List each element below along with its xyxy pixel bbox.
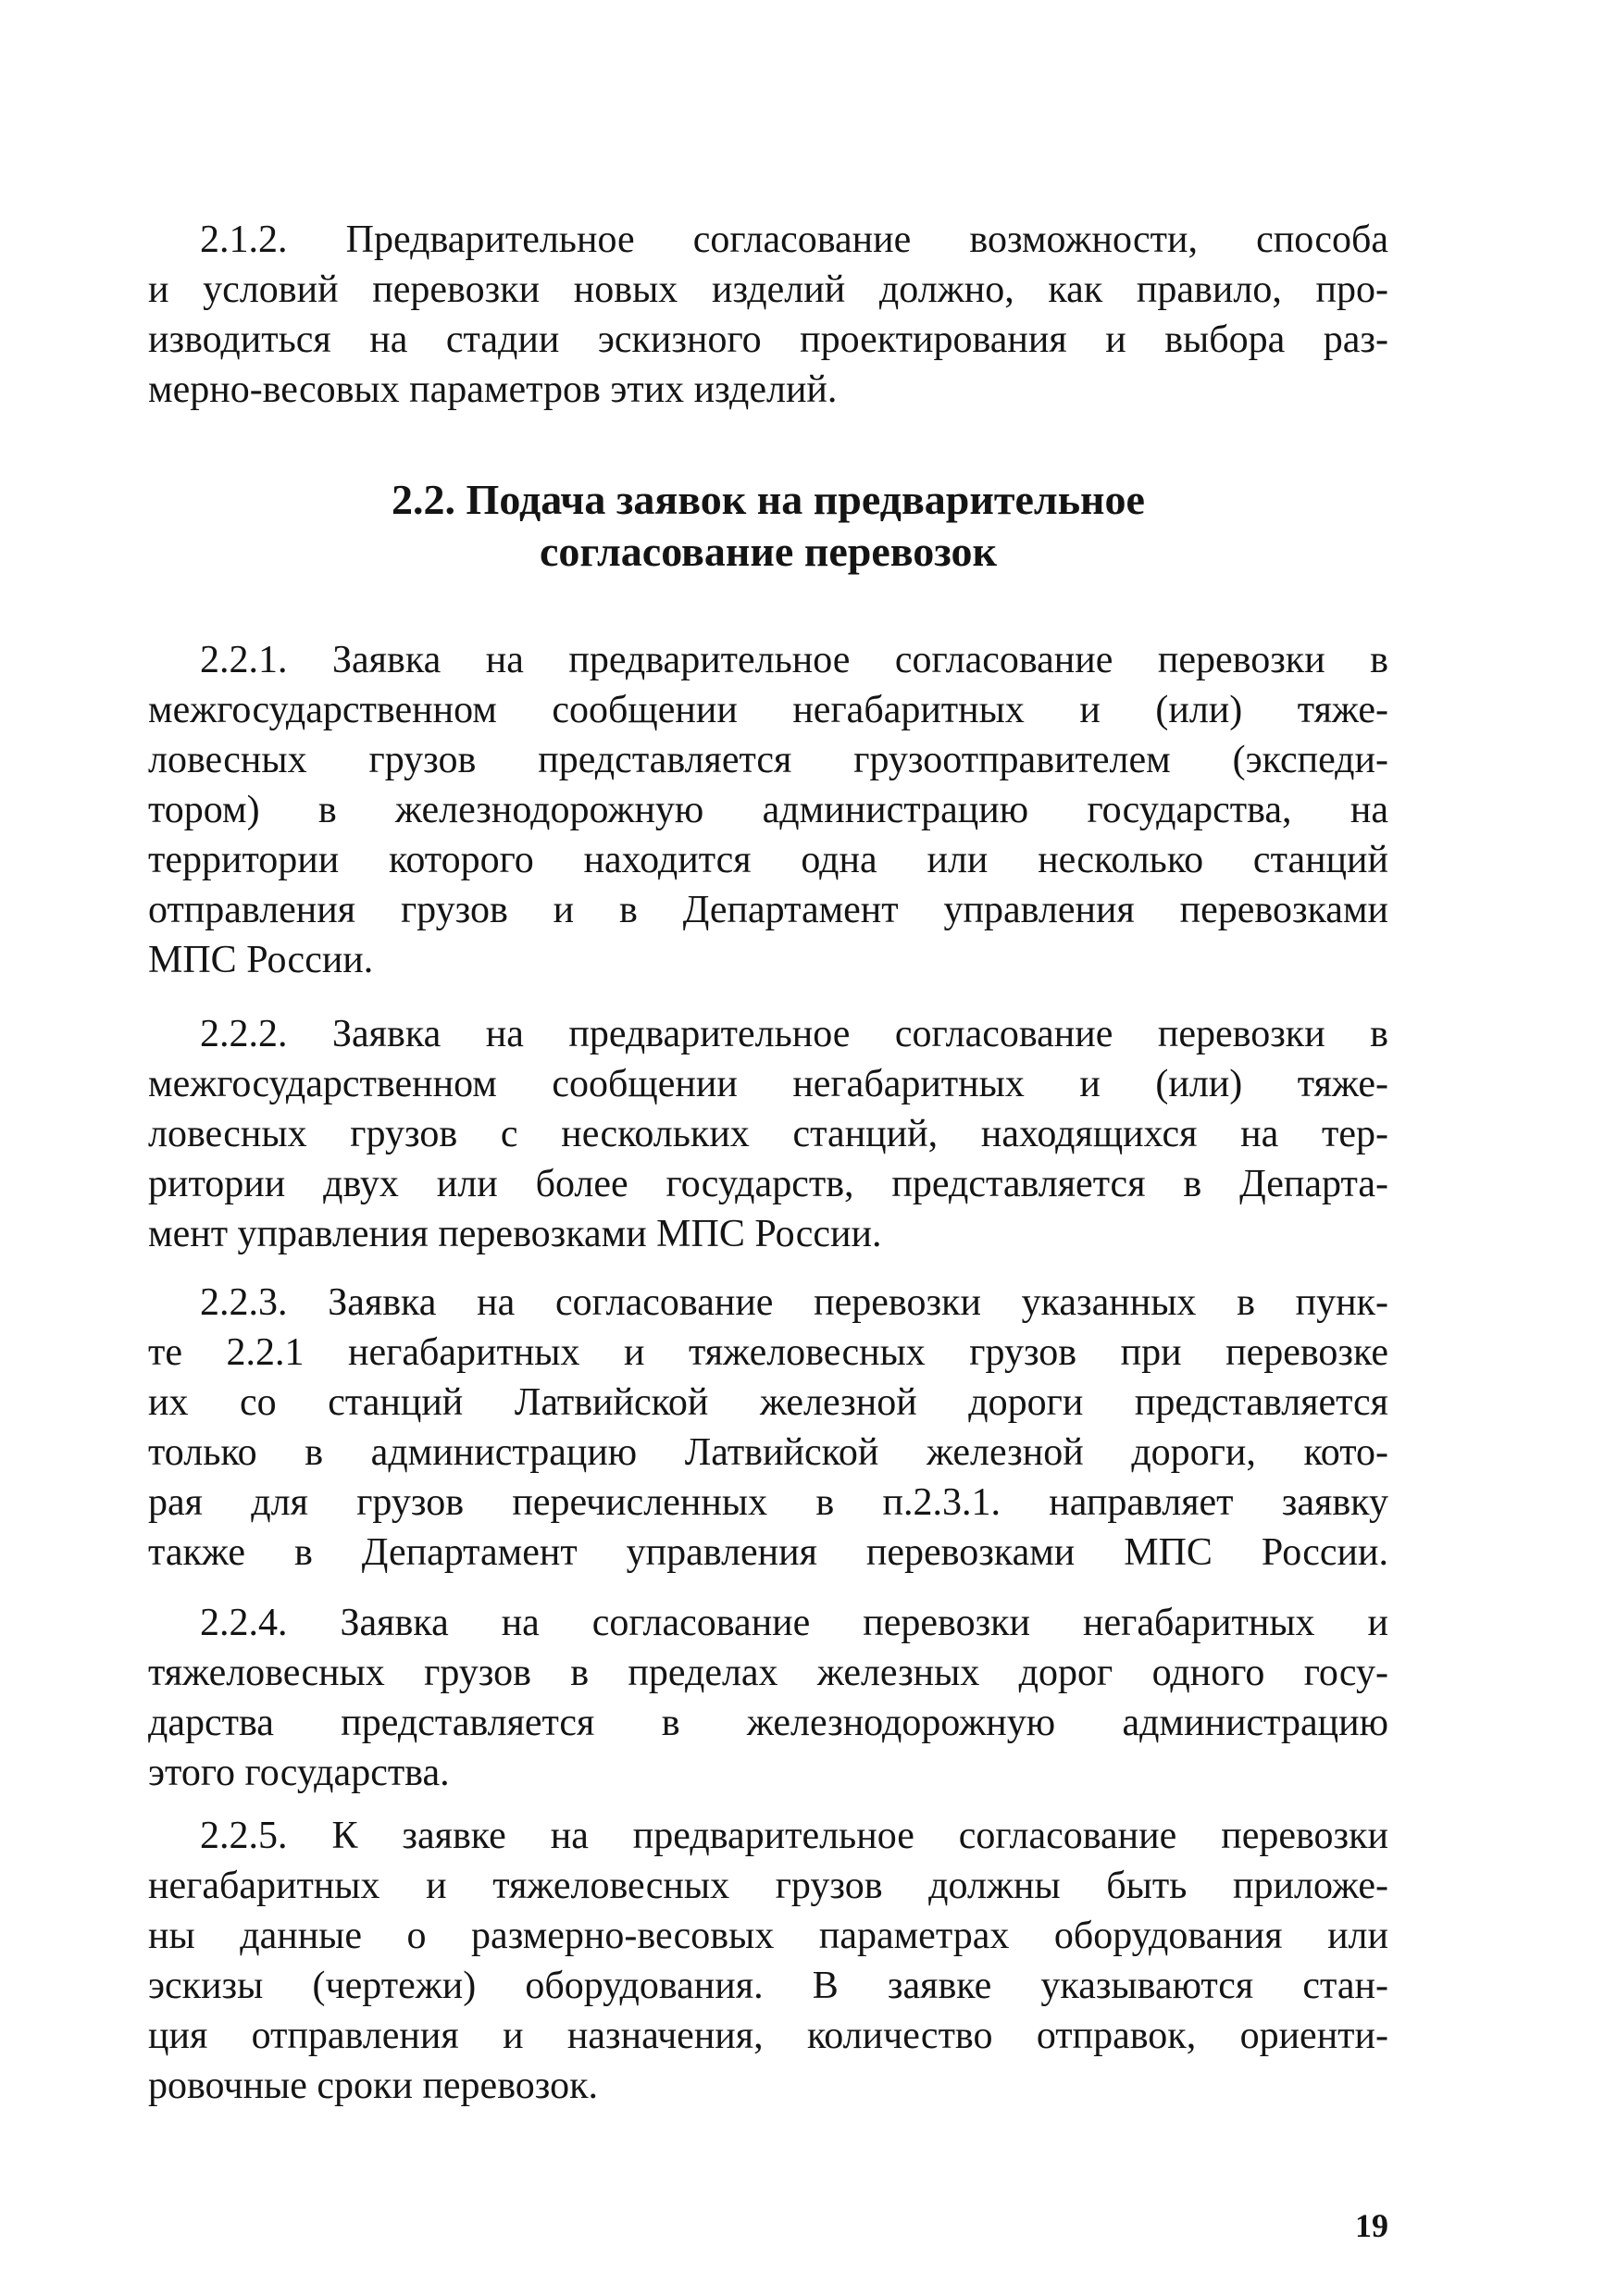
text-line: 2.2.5. К заявке на предварительное согласование перевозки [200,1815,1388,1857]
text-line: ровочные сроки перевозок. [148,2065,598,2107]
section-heading [148,474,1388,578]
text-line: мент управления перевозками МПС России. [148,1213,882,1255]
text-line: этого государства. [148,1752,450,1794]
text-line: 2.2.2. Заявка на предварительное согласование перевозки в [200,1013,1388,1055]
text-line: ловесных грузов представляется грузоотправителем (экспеди- [148,739,1388,781]
text-line: негабаритных и тяжеловесных грузов должны быть приложе- [148,1865,1388,1907]
text-line: ловесных грузов с нескольких станций, находящихся на тер- [148,1113,1388,1155]
paragraph-2-2-4 [148,1598,1388,1798]
text-line: только в администрацию Латвийской железной дороги, кото- [148,1431,1388,1474]
text-line: 2.2.3. Заявка на согласование перевозки указанных в пунк- [200,1281,1388,1324]
text-line: МПС России. [148,939,374,981]
text-line: ция отправления и назначения, количество отправок, ориенти- [148,2015,1388,2057]
text-line: дарства представляется в железнодорожную администрацию [148,1702,1388,1744]
text-line: изводиться на стадии эскизного проектирования и выбора раз- [148,318,1388,361]
text-line: 2.2.4. Заявка на согласование перевозки негабаритных и [200,1602,1388,1644]
text-line: ны данные о размерно-весовых параметрах оборудования или [148,1915,1388,1957]
text-line: тяжеловесных грузов в пределах железных дорог одного госу- [148,1652,1388,1694]
paragraph-2-1-2 [148,215,1388,415]
text-line: межгосударственном сообщении негабаритных и (или) тяже- [148,689,1388,731]
text-line: межгосударственном сообщении негабаритных и (или) тяже- [148,1063,1388,1105]
text-line: и условий перевозки новых изделий должно, как правило, про- [148,268,1388,311]
text-line: тором) в железнодорожную администрацию государства, на [148,789,1388,831]
text-line: рая для грузов перечисленных в п.2.3.1. направляет заявку [148,1481,1388,1524]
text-line: отправления грузов и в Департамент управления перевозками [148,889,1388,931]
text-line: 2.2.1. Заявка на предварительное согласование перевозки в [200,639,1388,681]
paragraph-2-2-1 [148,635,1388,985]
section-heading-line-1: 2.2. Подача заявок на предварительное [392,476,1145,523]
text-line: 2.1.2. Предварительное согласование возможности, способа [200,218,1388,261]
text-line: ритории двух или более государств, представляется в Департа- [148,1163,1388,1205]
text-line: их со станций Латвийской железной дороги представляется [148,1381,1388,1424]
section-heading-line-2: согласование перевозок [540,528,997,575]
paragraph-2-2-2 [148,1009,1388,1259]
text-line: мерно-весовых параметров этих изделий. [148,368,838,411]
text-line: те 2.2.1 негабаритных и тяжеловесных грузов при перевозке [148,1331,1388,1374]
page-number: 19 [1355,2207,1388,2244]
paragraph-2-2-5 [148,1811,1388,2111]
text-line: территории которого находится одна или несколько станций [148,839,1388,881]
text-line: также в Департамент управления перевозками МПС России. [148,1531,1388,1574]
paragraph-2-2-3 [148,1278,1388,1578]
text-line: эскизы (чертежи) оборудования. В заявке указываются стан- [148,1965,1388,2007]
